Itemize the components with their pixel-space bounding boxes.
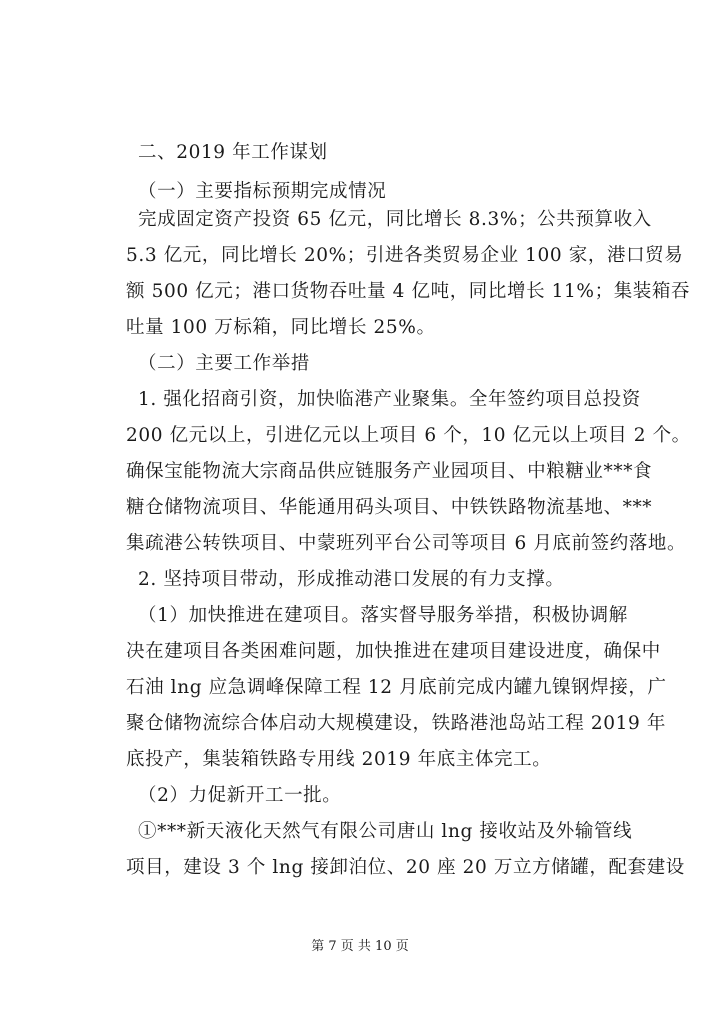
paragraph-line: 决在建项目各类困难问题，加快推进在建项目建设进度，确保中	[126, 641, 661, 662]
paragraph-line: 1. 强化招商引资，加快临港产业聚集。全年签约项目总投资	[138, 389, 641, 410]
paragraph-line: 糖仓储物流项目、华能通用码头项目、中铁铁路物流基地、***	[126, 497, 653, 518]
paragraph-line: 项目，建设 3 个 lng 接卸泊位、20 座 20 万立方储罐，配套建设	[126, 857, 685, 878]
paragraph-line: 2. 坚持项目带动，形成推动港口发展的有力支撑。	[138, 569, 565, 590]
paragraph-line: （1）加快推进在建项目。落实督导服务举措，积极协调解	[138, 605, 628, 626]
paragraph-line: 吐量 100 万标箱，同比增长 25%。	[126, 317, 436, 338]
paragraph-line: 额 500 亿元；港口货物吞吐量 4 亿吨，同比增长 11%；集装箱吞	[126, 281, 691, 302]
paragraph-line: 确保宝能物流大宗商品供应链服务产业园项目、中粮糖业***食	[126, 461, 653, 482]
paragraph-line: 底投产，集装箱铁路专用线 2019 年底主体完工。	[126, 749, 552, 770]
paragraph-line: 聚仓储物流综合体启动大规模建设，铁路港池岛站工程 2019 年	[126, 713, 666, 734]
subsection-heading: （二）主要工作举措	[138, 353, 310, 374]
paragraph-line: 完成固定资产投资 65 亿元，同比增长 8.3%；公共预算收入	[138, 209, 652, 230]
paragraph-line: 5.3 亿元，同比增长 20%；引进各类贸易企业 100 家，港口贸易	[126, 245, 684, 266]
subsection-heading: （一）主要指标预期完成情况	[138, 181, 387, 202]
paragraph-line: 石油 lng 应急调峰保障工程 12 月底前完成内罐九镍钢焊接，广	[126, 677, 667, 698]
paragraph-line: 集疏港公转铁项目、中蒙班列平台公司等项目 6 月底前签约落地。	[126, 533, 687, 554]
page-number-footer: 第 7 页 共 10 页	[311, 939, 409, 954]
paragraph-line: （2）力促新开工一批。	[138, 785, 342, 806]
section-heading: 二、2019 年工作谋划	[138, 142, 328, 163]
paragraph-line: 200 亿元以上，引进亿元以上项目 6 个，10 亿元以上项目 2 个。	[126, 425, 691, 446]
paragraph-line: ①***新天液化天然气有限公司唐山 lng 接收站及外输管线	[138, 821, 633, 842]
